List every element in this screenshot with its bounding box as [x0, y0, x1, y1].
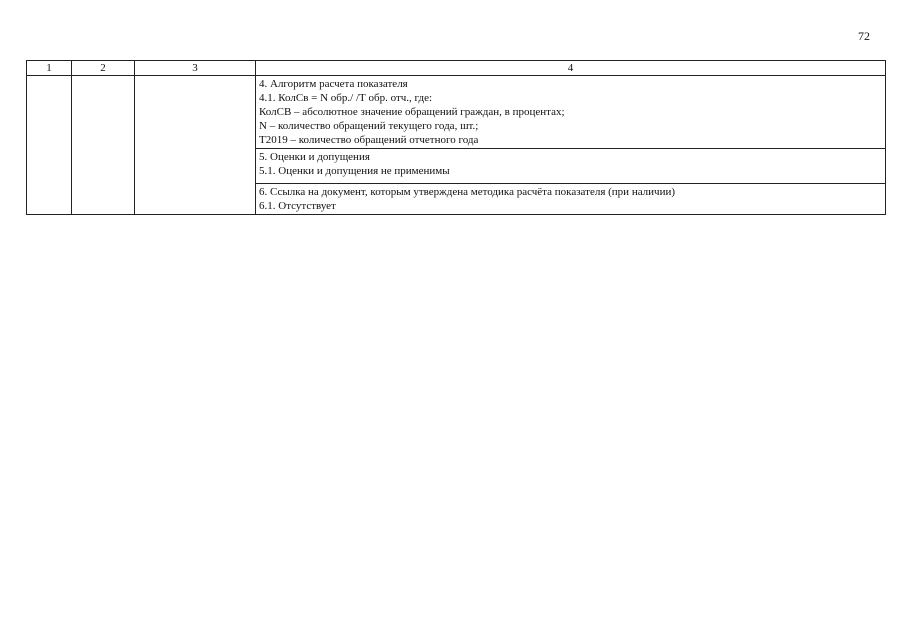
indicator-table: [26, 60, 886, 215]
header-row: [27, 61, 886, 76]
section-line: N – количество обращений текущего года, шт.;: [259, 120, 479, 132]
section-methodology-reference: [256, 184, 886, 215]
section-algorithm: [256, 76, 886, 149]
section-line: 6. Ссылка на документ, которым утверждена методика расчёта показателя (при наличии): [259, 186, 676, 198]
cell-col-1: [27, 76, 72, 215]
cell-col-2: [72, 76, 135, 215]
section-line: 5.1. Оценки и допущения не применимы: [259, 165, 450, 177]
column-header-1: 1: [27, 61, 72, 76]
column-header-2: 2: [72, 61, 135, 76]
section-line: 5. Оценки и допущения: [259, 151, 370, 163]
table-row: [27, 76, 886, 149]
page-number: 72: [858, 29, 870, 43]
section-line: 4.1. КолСв = N обр./ /Т обр. отч., где:: [259, 92, 433, 104]
section-line: Т2019 – количество обращений отчетного года: [259, 134, 479, 146]
column-header-4: 4: [256, 61, 886, 76]
section-line: 4. Алгоритм расчета показателя: [259, 78, 408, 90]
cell-col-3: [135, 76, 256, 215]
section-line: КолСВ – абсолютное значение обращений граждан, в процентах;: [259, 106, 565, 118]
column-header-3: 3: [135, 61, 256, 76]
section-line: 6.1. Отсутствует: [259, 200, 336, 212]
section-assumptions: [256, 149, 886, 184]
